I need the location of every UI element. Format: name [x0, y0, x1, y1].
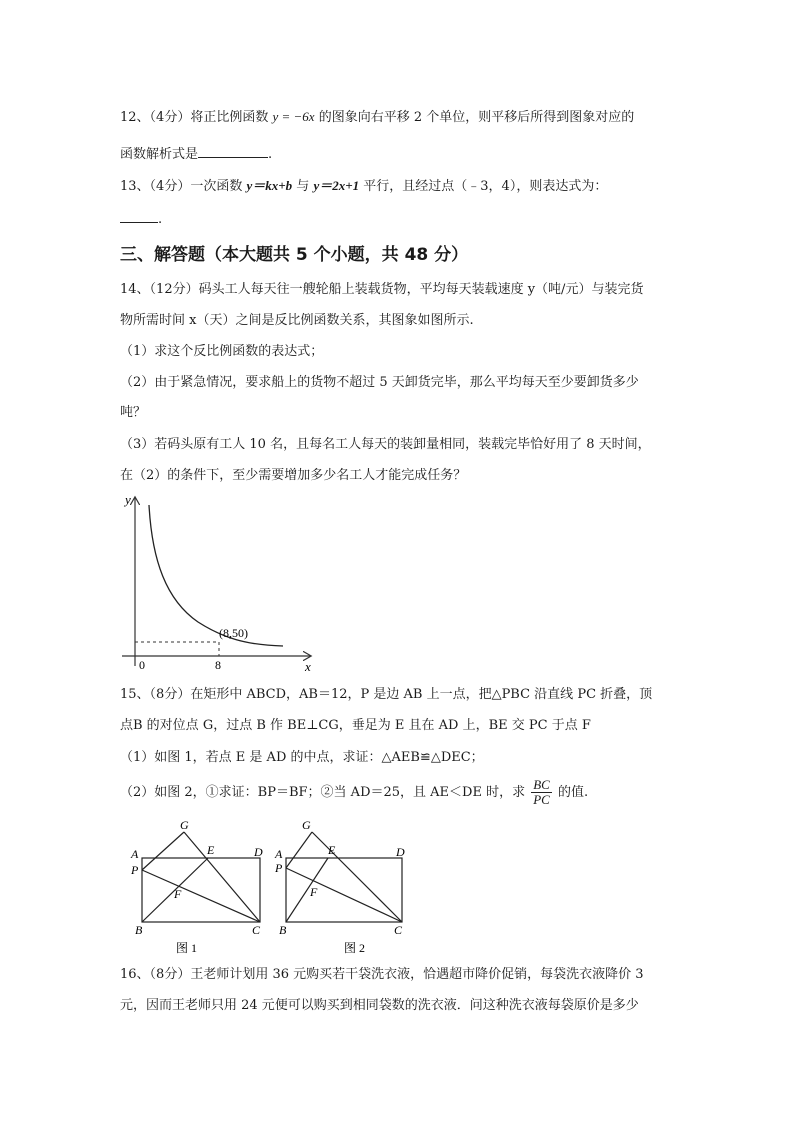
q15-part2-suffix: 的值.	[558, 785, 589, 800]
figure-2	[272, 818, 412, 958]
fig2-label-D: D	[396, 845, 405, 859]
inverse-curve	[149, 505, 283, 646]
y-axis-label: y	[125, 492, 131, 507]
fig2-label-B: B	[279, 923, 287, 937]
fig1-label-D: D	[254, 845, 263, 859]
q13-answer-blank[interactable]	[120, 210, 158, 223]
q15-part1: （1）如图 1，若点 E 是 AD 的中点，求证：△AEB≌△DEC；	[120, 750, 484, 765]
fraction-denominator: PC	[533, 792, 550, 807]
fig1-label-E: E	[207, 843, 215, 857]
q13-line1	[120, 177, 607, 196]
fig2-GC	[312, 832, 402, 922]
fig2-label-A: A	[275, 847, 283, 861]
q14-graph	[118, 490, 318, 672]
q12-line1	[120, 108, 634, 127]
fig1-label-G: G	[180, 818, 189, 832]
q14-part1: （1）求这个反比例函数的表达式；	[120, 344, 324, 359]
fig2-rectangle	[286, 858, 402, 922]
q16-line2: 元，因而王老师只用 24 元便可以购买到相同袋数的洗衣液．问这种洗衣液每袋原价是多少	[120, 998, 639, 1013]
q12-suffix: 的图象向右平移 2 个单位，则平移后所得到图象对应的	[318, 110, 635, 125]
q12-line2-text: 函数解析式是	[120, 147, 199, 162]
fig2-label-C: C	[394, 923, 403, 937]
point-label: (8,50)	[219, 626, 248, 640]
fig1-label-F: F	[174, 887, 182, 901]
fig1-label-P: P	[131, 863, 139, 877]
q15-part2	[120, 778, 588, 807]
fig1-label-C: C	[252, 923, 261, 937]
q14-part3b: 在（2）的条件下，至少需要增加多少名工人才能完成任务？	[120, 468, 467, 483]
fig1-label-A: A	[131, 847, 139, 861]
bc-over-pc-fraction	[531, 778, 552, 807]
figure-1	[128, 818, 268, 958]
fraction-numerator: BC	[533, 777, 550, 792]
fig2-label-P: P	[275, 861, 283, 875]
q13-formula2: y＝2x+1	[313, 178, 360, 193]
fig1-rectangle	[142, 858, 260, 922]
q16-line1: 16、（8分）王老师计划用 36 元购买若干袋洗衣液，恰遇超市降价促销，每袋洗衣液降价 3	[120, 967, 644, 982]
q12-formula: y = −6x	[272, 109, 315, 124]
fig2-label-G: G	[302, 818, 311, 832]
fig1-label-B: B	[135, 923, 143, 937]
q12-end: .	[268, 147, 273, 162]
q14-part2b: 吨？	[120, 405, 147, 420]
q12-answer-blank[interactable]	[198, 145, 268, 158]
x-axis-label: x	[305, 659, 311, 672]
q14-line1: 14、（12分）码头工人每天往一艘轮船上装载货物，平均每天装载速度 y（吨/元）与装完货	[120, 282, 644, 297]
q13-formula1: y＝kx+b	[246, 178, 293, 193]
q15-line2: 点B 的对位点 G，过点 B 作 BE⊥CG，垂足为 E 且在 AD 上，BE 交 PC 于点 F	[120, 718, 591, 733]
q13-end: .	[158, 212, 163, 227]
fig1-GC	[184, 832, 260, 922]
q15-part2-prefix: （2）如图 2，①求证：BP＝BF；②当 AD＝25，且 AE＜DE 时，求	[120, 785, 526, 800]
origin-label: 0	[139, 658, 145, 672]
fig2-PG	[286, 832, 312, 868]
fig2-label-F: F	[310, 885, 318, 899]
fig1-PG	[142, 832, 184, 870]
q12-line2	[120, 145, 272, 164]
section-3-heading: 三、解答题（本大题共 5 个小题，共 48 分）	[120, 245, 469, 265]
q14-part3a: （3）若码头原有工人 10 名，且每名工人每天的装卸量相同，装载完毕恰好用了 8 天时间，	[120, 437, 651, 452]
q13-suffix: 平行，且经过点（﹣3，4），则表达式为：	[363, 179, 608, 194]
fig2-label-E: E	[328, 843, 336, 857]
q13-prefix: 13、（4分）一次函数	[120, 179, 243, 194]
fig2-caption: 图 2	[344, 941, 366, 955]
q14-line2: 物所需时间 x（天）之间是反比例函数关系，其图象如图所示.	[120, 313, 474, 328]
q13-line2	[120, 210, 162, 229]
fig1-PC	[142, 870, 260, 922]
q12-prefix: 12、（4分）将正比例函数	[120, 110, 269, 125]
fig1-caption: 图 1	[176, 941, 198, 955]
fig2-BE	[286, 858, 328, 922]
q15-line1: 15、（8分）在矩形中 ABCD，AB＝12，P 是边 AB 上一点，把△PBC 沿直线 PC 折叠，顶	[120, 687, 653, 702]
q14-part2a: （2）由于紧急情况，要求船上的货物不超过 5 天卸货完毕，那么平均每天至少要卸货多少	[120, 375, 639, 390]
q13-middle: 与	[296, 179, 310, 194]
x-tick-8: 8	[215, 658, 221, 672]
